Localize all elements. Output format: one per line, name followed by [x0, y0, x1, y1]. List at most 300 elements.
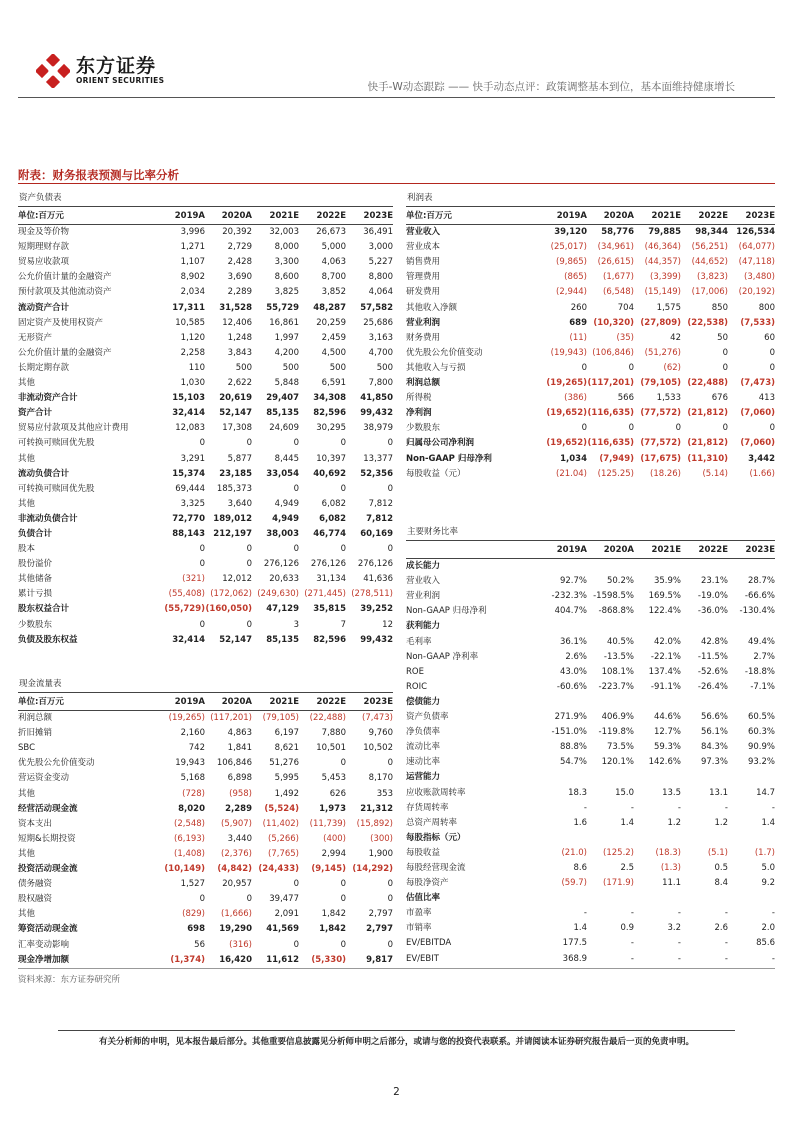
logo-english-name: ORIENT SECURITIES	[76, 76, 165, 85]
year-header: 2019A	[556, 211, 587, 221]
table-row	[406, 270, 775, 285]
cell-value: 20,392	[222, 227, 252, 238]
table-row	[406, 755, 775, 770]
cell-value: (7,060)	[740, 408, 775, 419]
table-caption: 利润表	[406, 191, 775, 207]
cell-value: 93.2%	[747, 757, 775, 768]
unit-label: 单位:百万元	[18, 211, 64, 221]
cell-value	[728, 770, 775, 785]
cell-value: 5,995	[274, 773, 299, 784]
cell-value: -151.0%	[551, 727, 587, 738]
table-row	[18, 892, 393, 907]
row-label: 短期&长期投资	[18, 833, 76, 844]
cell-value: 6,082	[319, 513, 346, 524]
table-header-row	[18, 695, 393, 711]
cell-value	[728, 831, 775, 846]
year-header: 2022E	[698, 545, 728, 555]
table-row	[406, 846, 775, 861]
cell-value: 42.0%	[653, 636, 681, 647]
cell-value: 2,034	[180, 287, 205, 298]
cell-value: 4,500	[321, 347, 346, 358]
cell-value: 40,692	[313, 468, 346, 479]
cell-value: (44,652)	[691, 257, 728, 268]
row-label: 营业利润	[406, 317, 441, 328]
cell-value: 1,034	[560, 453, 587, 464]
cell-value: -11.5%	[697, 651, 728, 662]
cell-value: 50.2%	[606, 576, 634, 587]
table-row	[406, 861, 775, 876]
cell-value: 3.2	[667, 923, 681, 934]
cell-value: 8,700	[321, 272, 346, 283]
table-row	[18, 542, 393, 557]
cell-value: 12	[382, 619, 393, 630]
row-label: 每股经营现金流	[406, 862, 466, 873]
cell-value: -22.1%	[650, 651, 681, 662]
cell-value: 3,291	[180, 453, 205, 464]
row-label: 其他	[18, 453, 36, 464]
cell-value: 17,311	[172, 302, 205, 313]
cell-value: 169.5%	[648, 591, 681, 602]
table-row	[18, 756, 393, 771]
row-label: 速动比率	[406, 757, 441, 768]
cell-value: 2,994	[321, 848, 346, 859]
table-row	[18, 406, 393, 421]
cell-value: 13.5	[662, 787, 681, 798]
cell-value: 0	[387, 939, 393, 950]
row-label: 现金及等价物	[18, 227, 70, 238]
row-label: 获利能力	[406, 621, 441, 632]
row-label: 少数股东	[18, 619, 53, 630]
table-row	[406, 452, 775, 467]
cell-value: 9,817	[366, 954, 393, 965]
cell-value: (117,201)	[210, 713, 252, 724]
cell-value: 34,308	[313, 393, 346, 404]
cell-value: 276,126	[310, 559, 346, 570]
cell-value: (5,524)	[264, 803, 299, 814]
cell-value: -	[771, 802, 775, 813]
cell-value: 10,501	[316, 743, 346, 754]
cell-value: -	[724, 938, 728, 949]
cell-value: (10,149)	[164, 864, 205, 875]
cell-value: (5.14)	[702, 468, 728, 479]
table-row	[18, 270, 393, 285]
cell-value: 2,289	[225, 803, 252, 814]
cell-value: (106,846)	[592, 347, 634, 358]
cell-value: 212,197	[213, 528, 252, 539]
table-row	[18, 497, 393, 512]
row-label: 利润总额	[406, 378, 441, 389]
cell-value: 12,012	[222, 574, 252, 585]
cell-value: (5,266)	[268, 833, 299, 844]
row-label: 销售费用	[406, 257, 441, 268]
cell-value: (9,145)	[311, 864, 346, 875]
cell-value: 0.9	[620, 923, 634, 934]
cell-value: 92.7%	[559, 576, 587, 587]
cell-value: (271,445)	[304, 589, 346, 600]
cell-value: 39,477	[269, 894, 299, 905]
cell-value: -223.7%	[598, 681, 634, 692]
table-row	[18, 741, 393, 756]
table-row	[18, 557, 393, 572]
row-label: 营业利润	[406, 591, 441, 602]
table-row	[406, 680, 775, 695]
cell-value	[634, 891, 681, 906]
row-label: 少数股东	[406, 423, 441, 434]
cell-value: 120.1%	[601, 757, 634, 768]
cell-value: 566	[617, 393, 634, 404]
cell-value: (7,060)	[740, 438, 775, 449]
table-row	[406, 361, 775, 376]
cell-value: (6,548)	[603, 287, 634, 298]
cell-value: (116,635)	[587, 438, 634, 449]
cell-value: (5.1)	[707, 847, 728, 858]
cell-value: -	[771, 953, 775, 964]
cell-value: (22,488)	[309, 713, 346, 724]
row-label: 短期理财存款	[18, 242, 70, 253]
cell-value: (22,538)	[687, 317, 728, 328]
cell-value: 0	[340, 879, 346, 890]
cell-value: 51,276	[269, 758, 299, 769]
cell-value: (14,292)	[352, 864, 393, 875]
cell-value: -	[583, 802, 587, 813]
row-label: 流动负债合计	[18, 468, 70, 479]
cell-value: 1,271	[180, 242, 205, 253]
cell-value: (10,320)	[593, 317, 634, 328]
row-label: 其他	[18, 788, 36, 799]
cell-value: 742	[188, 743, 205, 754]
row-label: 资产合计	[18, 408, 53, 419]
cell-value: (6,193)	[174, 833, 205, 844]
cell-value: -66.6%	[744, 591, 775, 602]
table-header-row	[18, 209, 393, 225]
cell-value: 368.9	[562, 953, 587, 964]
cell-value	[540, 619, 587, 634]
cell-value: (958)	[229, 788, 252, 799]
cell-value: 122.4%	[648, 606, 681, 617]
cell-value: 20,259	[316, 317, 346, 328]
cell-value: (56,251)	[691, 242, 728, 253]
cell-value: 0	[293, 544, 299, 555]
row-label: 其他	[18, 909, 36, 920]
year-header: 2023E	[363, 211, 393, 221]
cell-value: 0	[340, 544, 346, 555]
cell-value: 1,842	[319, 924, 346, 935]
cell-value: 21,312	[360, 803, 393, 814]
table-row	[406, 816, 775, 831]
cell-value: (2,548)	[174, 818, 205, 829]
table-row	[18, 361, 393, 376]
disclaimer-text: 有关分析师的申明，见本报告最后部分。其他重要信息披露见分析师申明之后部分，或请与您的投资代表联系。并请阅读本证券研究报告最后一页的免责申明。	[98, 1037, 694, 1047]
cell-value: 47,129	[266, 604, 299, 615]
cell-value: (15,892)	[356, 818, 393, 829]
table-row	[406, 574, 775, 589]
row-label: 每股净资产	[406, 878, 449, 889]
cell-value: 1,841	[227, 743, 252, 754]
cell-value: 38,979	[363, 423, 393, 434]
row-label: 资产负债率	[406, 712, 449, 723]
cell-value: 1,120	[180, 332, 205, 343]
row-label: 净负债率	[406, 727, 441, 738]
cell-value: -1598.5%	[593, 591, 634, 602]
row-label: 每股收益	[406, 847, 441, 858]
cell-value: (865)	[564, 272, 587, 283]
year-header: 2019A	[174, 697, 205, 707]
cell-value: 626	[329, 788, 346, 799]
cell-value: 5,848	[274, 378, 299, 389]
cell-value: 1,248	[227, 332, 252, 343]
cell-value: -7.1%	[750, 681, 775, 692]
cell-value: (829)	[182, 909, 205, 920]
row-label: 营业收入	[406, 576, 441, 587]
row-label: 公允价值计量的金融资产	[18, 272, 112, 283]
cell-value: 10,502	[363, 743, 393, 754]
table-row	[406, 725, 775, 740]
table-row	[406, 801, 775, 816]
cell-value: 3,300	[274, 257, 299, 268]
cell-value: 88.8%	[559, 742, 587, 753]
row-label: 营业收入	[406, 227, 441, 238]
cell-value: 2,289	[227, 287, 252, 298]
row-label: 其他	[18, 498, 36, 509]
cell-value: (7,473)	[362, 713, 393, 724]
unit-label: 单位:百万元	[406, 211, 452, 221]
cell-value: -36.0%	[697, 606, 728, 617]
cell-value: 79,885	[648, 227, 681, 238]
cell-value: 1,533	[656, 393, 681, 404]
cell-value: 49.4%	[747, 636, 775, 647]
balance-sheet-table	[18, 191, 393, 648]
table-row	[406, 635, 775, 650]
cell-value: 0	[340, 483, 346, 494]
cell-value: 16,420	[219, 954, 252, 965]
row-label: 资本支出	[18, 818, 53, 829]
cell-value	[587, 770, 634, 785]
unit-label	[406, 543, 540, 558]
cell-value: 1,030	[180, 378, 205, 389]
cell-value: 42	[670, 332, 681, 343]
cell-value: 40.5%	[606, 636, 634, 647]
cell-value: -19.0%	[697, 591, 728, 602]
cell-value: 90.9%	[747, 742, 775, 753]
cell-value: 353	[376, 788, 393, 799]
cell-value: 31,134	[316, 574, 346, 585]
cell-value: (3,823)	[697, 272, 728, 283]
cell-value: 14.7	[756, 787, 775, 798]
table-row	[18, 771, 393, 786]
cell-value: 1,575	[656, 302, 681, 313]
cell-value: (25,017)	[550, 242, 587, 253]
cell-value	[587, 695, 634, 710]
cell-value: (11,402)	[262, 818, 299, 829]
cell-value: (7,473)	[740, 378, 775, 389]
year-header: 2022E	[316, 211, 346, 221]
cell-value: 82,596	[313, 408, 346, 419]
row-label: 股权融资	[18, 894, 53, 905]
row-label: 运营能力	[406, 772, 441, 783]
table-header-row	[406, 209, 775, 225]
row-label: 贸易应收款项	[18, 257, 70, 268]
cell-value: 2,797	[368, 909, 393, 920]
cell-value: (300)	[370, 833, 393, 844]
cell-value: 2.5	[620, 862, 634, 873]
cell-value: 689	[569, 317, 587, 328]
table-caption: 现金流量表	[18, 677, 393, 693]
cell-value	[587, 619, 634, 634]
table-row	[406, 770, 775, 785]
row-label: 净利润	[406, 408, 432, 419]
cell-value: 23.1%	[700, 576, 728, 587]
cell-value: 13,377	[363, 453, 393, 464]
cell-value	[728, 559, 775, 574]
table-header-row	[406, 543, 775, 559]
cell-value: 0	[387, 483, 393, 494]
cell-value: 17,308	[222, 423, 252, 434]
cell-value: 7,800	[368, 378, 393, 389]
year-header: 2020A	[603, 545, 634, 555]
row-label: 应收账款周转率	[406, 787, 466, 798]
cell-value	[681, 770, 728, 785]
row-label: Non-GAAP 归母净利	[406, 606, 487, 617]
section-divider	[18, 183, 775, 184]
row-label: 股本	[18, 544, 36, 555]
cell-value: 6,197	[274, 728, 299, 739]
table-row	[406, 604, 775, 619]
row-label: 管理费用	[406, 272, 441, 283]
table-row	[406, 831, 775, 846]
cell-value: 1.2	[714, 817, 728, 828]
cell-value: 3,843	[227, 347, 252, 358]
cell-value: 12,406	[222, 317, 252, 328]
year-header: 2019A	[556, 545, 587, 555]
cell-value: (55,729)	[164, 604, 205, 615]
table-row	[18, 711, 393, 726]
cell-value: -	[724, 953, 728, 964]
cell-value: 2,459	[321, 332, 346, 343]
cell-value: 85,135	[266, 408, 299, 419]
header-divider	[18, 97, 775, 98]
row-label: 财务费用	[406, 332, 441, 343]
cell-value: 0	[246, 559, 252, 570]
cell-value: 26,673	[316, 227, 346, 238]
cell-value: 0	[581, 423, 587, 434]
cell-value: (1.7)	[754, 847, 775, 858]
table-row	[406, 936, 775, 951]
year-header: 2020A	[221, 697, 252, 707]
table-row	[406, 650, 775, 665]
disclaimer-divider	[58, 1030, 735, 1031]
cell-value: -	[677, 938, 681, 949]
cell-value: 42.8%	[700, 636, 728, 647]
cell-value: (386)	[564, 393, 587, 404]
cell-value: 1,492	[274, 788, 299, 799]
row-label: 利润总额	[18, 713, 53, 724]
cell-value: 5,000	[321, 242, 346, 253]
cell-value	[634, 619, 681, 634]
row-label: 流动比率	[406, 742, 441, 753]
cell-value: 5.0	[761, 862, 775, 873]
row-label: 存货周转率	[406, 802, 449, 813]
cell-value: 52,147	[219, 408, 252, 419]
cell-value: 33,054	[266, 468, 299, 479]
cell-value: 8,020	[178, 803, 205, 814]
table-row	[406, 876, 775, 891]
cell-value: 20,957	[222, 879, 252, 890]
cell-value: 13.1	[709, 787, 728, 798]
table-row	[18, 953, 393, 968]
cell-value: 0	[246, 619, 252, 630]
table-row	[18, 572, 393, 587]
cell-value: 7	[340, 619, 346, 630]
year-header: 2020A	[603, 211, 634, 221]
table-row	[18, 862, 393, 877]
cell-value: (24,433)	[258, 864, 299, 875]
cell-value: 55,729	[266, 302, 299, 313]
row-label: 市盈率	[406, 908, 432, 919]
cell-value: -	[630, 908, 634, 919]
row-label: 投资活动现金流	[18, 864, 78, 875]
table-row	[18, 726, 393, 741]
cell-value: 500	[282, 362, 299, 373]
cell-value: 52,147	[219, 634, 252, 645]
cell-value: 0	[387, 438, 393, 449]
cell-value: 106,846	[216, 758, 252, 769]
cell-value: (19,943)	[550, 347, 587, 358]
table-row	[18, 512, 393, 527]
cell-value	[681, 559, 728, 574]
cell-value: 0	[581, 362, 587, 373]
cell-value: -	[630, 953, 634, 964]
table-row	[18, 255, 393, 270]
cell-value: 56.6%	[700, 712, 728, 723]
row-label: EV/EBITDA	[406, 938, 452, 949]
cell-value: 99,432	[360, 408, 393, 419]
row-label: 经营活动现金流	[18, 803, 78, 814]
cell-value: -130.4%	[739, 606, 775, 617]
row-label: 预付款项及其他流动资产	[18, 287, 112, 298]
row-label: 流动资产合计	[18, 302, 70, 313]
cell-value: 2.6%	[565, 651, 587, 662]
cell-value: 500	[376, 362, 393, 373]
cash-flow-table	[18, 677, 393, 968]
cell-value: 0	[769, 423, 775, 434]
table-row	[406, 346, 775, 361]
cell-value: 3,852	[321, 287, 346, 298]
row-label: EV/EBIT	[406, 953, 439, 964]
cell-value: 137.4%	[648, 666, 681, 677]
cell-value: 1,107	[180, 257, 205, 268]
cell-value: (1,374)	[170, 954, 205, 965]
cell-value: -	[724, 802, 728, 813]
cell-value: 7,880	[321, 728, 346, 739]
cell-value: (116,635)	[587, 408, 634, 419]
cell-value: (7,533)	[740, 317, 775, 328]
cell-value: (17,006)	[691, 287, 728, 298]
cell-value: 0	[340, 758, 346, 769]
table-row	[18, 602, 393, 617]
cell-value: 800	[758, 302, 775, 313]
cell-value: 43.0%	[559, 666, 587, 677]
cell-value: (2,376)	[221, 848, 252, 859]
row-label: 可转换可赎回优先股	[18, 438, 95, 449]
cell-value	[728, 619, 775, 634]
cell-value: 0	[628, 362, 634, 373]
cell-value: 4,863	[227, 728, 252, 739]
cell-value: 0	[199, 559, 205, 570]
cell-value: -	[630, 802, 634, 813]
cell-value: 0	[246, 438, 252, 449]
cell-value: (171.9)	[603, 878, 634, 889]
cell-value: (62)	[663, 362, 681, 373]
